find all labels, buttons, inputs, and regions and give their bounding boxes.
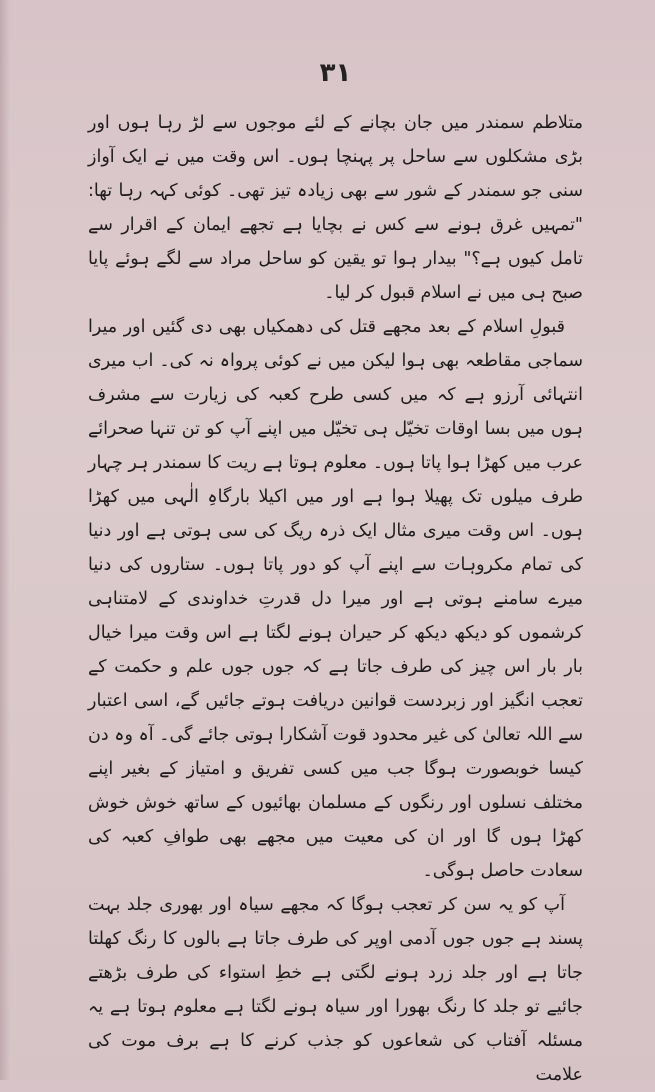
page-binding-shadow — [0, 0, 10, 1080]
page-body-text — [88, 106, 583, 1092]
paragraph-2: قبولِ اسلام کے بعد مجھے قتل کی دھمکیاں بھی دی گئیں اور میرا سماجی مقاطعہ بھی ہوا لیکن میں نے کوئی پرواہ نہ کی۔ اب میری انتہائی آرزو ہے کہ میں کسی طرح کعبہ کی زیارت سے مشرف ہوں میں بسا اوقات تخیّل ہی تخیّل میں اپنے آپ کو تن تنہا صحرائے عرب میں کھڑا ہوا پاتا ہوں۔ معلوم ہوتا ہے ریت کا سمندر ہر چہار طرف میلوں تک پھیلا ہوا ہے اور میں اکیلا بارگاہِ الٰہی میں کھڑا ہوں۔ اس وقت میری مثال ایک ذرہ ریگ کی سی ہوتی ہے اور دنیا کی تمام مکروہات سے اپنے آپ کو دور پاتا ہوں۔ ستاروں کی دنیا میرے سامنے ہوتی ہے اور میرا دل قدرتِ خداوندی کے لامتناہی کرشموں کو دیکھ دیکھ کر حیران ہونے لگتا ہے اس وقت میرا خیال بار بار اس چیز کی طرف جاتا ہے کہ جوں جوں علم و حکمت کے تعجب انگیز اور زبردست قوانین دریافت ہوتے جائیں گے، اسی اعتبار سے اللہ تعالیٰ کی غیر محدود قوت آشکارا ہوتی جائے گی۔ آہ وہ دن کیسا خوبصورت ہوگا جب میں کسی تفریق و امتیاز کے بغیر اپنے مختلف نسلوں اور رنگوں کے مسلمان بھائیوں کے ساتھ خوش خوش کھڑا ہوں گا اور ان کی معیت میں مجھے بھی طوافِ کعبہ کی سعادت حاصل ہوگی۔ — [88, 317, 583, 881]
page-number: ۳۱ — [319, 58, 352, 88]
paragraph-3: آپ کو یہ سن کر تعجب ہوگا کہ مجھے سیاہ اور بھوری جلد بہت پسند ہے جوں جوں آدمی اوپر کی طرف جاتا ہے بالوں کا رنگ کھلتا جاتا ہے اور جلد زرد ہونے لگتی ہے خطِ استواء کی طرف بڑھتے جائیے تو جلد کا رنگ بھورا اور سیاہ ہونے لگتا ہے معلوم ہوتا ہے یہ مسئلہ آفتاب کی شعاعوں کو جذب کرنے کا ہے برف موت کی علامت — [88, 895, 583, 1085]
paragraph-1: متلاطم سمندر میں جان بچانے کے لئے موجوں سے لڑ رہا ہوں اور بڑی مشکلوں سے ساحل پر پہنچا ہوں۔ اس وقت میں نے ایک آواز سنی جو سمندر کے شور سے بھی زیادہ تیز تھی۔ کوئی کہہ رہا تھا: "تمہیں غرق ہونے سے کس نے بچایا ہے تجھے ایمان کے اقرار سے تامل کیوں ہے؟" بیدار ہوا تو یقین کو ساحل مراد سے لگے ہوئے پایا صبح ہی میں نے اسلام قبول کر لیا۔ — [88, 113, 583, 303]
